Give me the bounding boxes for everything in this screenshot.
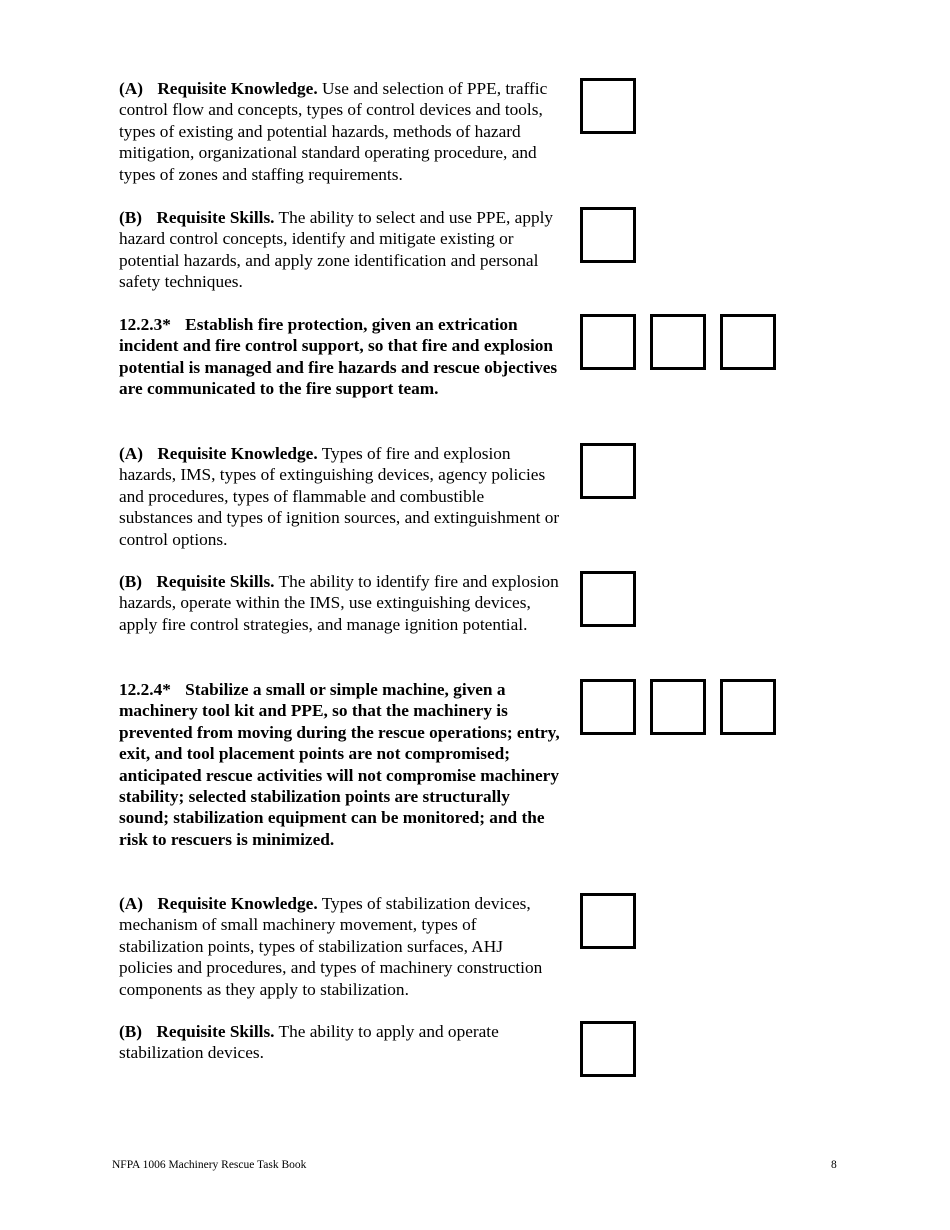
- item-label: (A) Requisite Knowledge.: [119, 444, 318, 463]
- item-text: Types of stabilization devices, mechanism of small machinery movement, types of stabilization points, types of stabilization surfaces, AHJ policies and procedures, and types of machinery construction components as they apply to stabilization.: [119, 894, 543, 999]
- page-number: 8: [831, 1159, 837, 1171]
- item-label: (A) Requisite Knowledge.: [119, 79, 318, 98]
- evaluation-checkbox-2[interactable]: [650, 314, 706, 370]
- evaluation-checkbox-1[interactable]: [580, 679, 636, 735]
- signoff-checkbox[interactable]: [580, 207, 636, 263]
- signoff-checkbox[interactable]: [580, 443, 636, 499]
- evaluation-checkbox-3[interactable]: [720, 314, 776, 370]
- item-label: (B) Requisite Skills.: [119, 1022, 275, 1041]
- section-number: 12.2.3*: [119, 315, 171, 334]
- signoff-checkbox[interactable]: [580, 893, 636, 949]
- item-text: The ability to identify fire and explosion hazards, operate within the IMS, use extinguishing devices, apply fire control strategies, and manage ignition potential.: [119, 572, 559, 634]
- evaluation-checkbox-2[interactable]: [650, 679, 706, 735]
- jpr-12-2-3-paragraph: [119, 314, 561, 400]
- jpr-12-2-4-paragraph: [119, 679, 561, 850]
- section-text: Establish fire protection, given an extrication incident and fire control support, so that fire and explosion potential is managed and fire hazards and rescue objectives are communicated to the fire support team.: [119, 315, 558, 399]
- footer-title: NFPA 1006 Machinery Rescue Task Book: [112, 1159, 307, 1171]
- signoff-checkbox[interactable]: [580, 571, 636, 627]
- item-label: (B) Requisite Skills.: [119, 572, 275, 591]
- requisite-knowledge-paragraph: [119, 443, 561, 550]
- signoff-checkbox[interactable]: [580, 1021, 636, 1077]
- item-text: Types of fire and explosion hazards, IMS, types of extinguishing devices, agency policies and procedures, types of flammable and combustible substances and types of ignition sources, and extinguishment or control options.: [119, 444, 560, 549]
- evaluation-checkbox-1[interactable]: [580, 314, 636, 370]
- section-text: Stabilize a small or simple machine, given a machinery tool kit and PPE, so that the machinery is prevented from moving during the rescue operations; entry, exit, and tool placement points are not compromised; anticipated rescue activities will not compromise machinery stability; selected stabilization points are structurally sound; stabilization equipment can be monitored; and the risk to rescuers is minimized.: [119, 680, 560, 849]
- requisite-knowledge-paragraph: [119, 893, 561, 1000]
- item-label: (B) Requisite Skills.: [119, 208, 275, 227]
- item-label: (A) Requisite Knowledge.: [119, 894, 318, 913]
- section-number: 12.2.4*: [119, 680, 171, 699]
- requisite-skills-paragraph: [119, 571, 561, 635]
- item-text: The ability to select and use PPE, apply hazard control concepts, identify and mitigate existing or potential hazards, and apply zone identification and personal safety techniques.: [119, 208, 554, 292]
- signoff-checkbox[interactable]: [580, 78, 636, 134]
- requisite-skills-paragraph: [119, 1021, 561, 1064]
- evaluation-checkbox-3[interactable]: [720, 679, 776, 735]
- requisite-skills-paragraph: [119, 207, 561, 293]
- item-text: Use and selection of PPE, traffic control flow and concepts, types of control devices and tools, types of existing and potential hazards, methods of hazard mitigation, organizational standard operating procedure, and types of zones and staffing requirements.: [119, 79, 548, 184]
- requisite-knowledge-paragraph: [119, 78, 561, 185]
- item-text: The ability to apply and operate stabilization devices.: [119, 1022, 499, 1063]
